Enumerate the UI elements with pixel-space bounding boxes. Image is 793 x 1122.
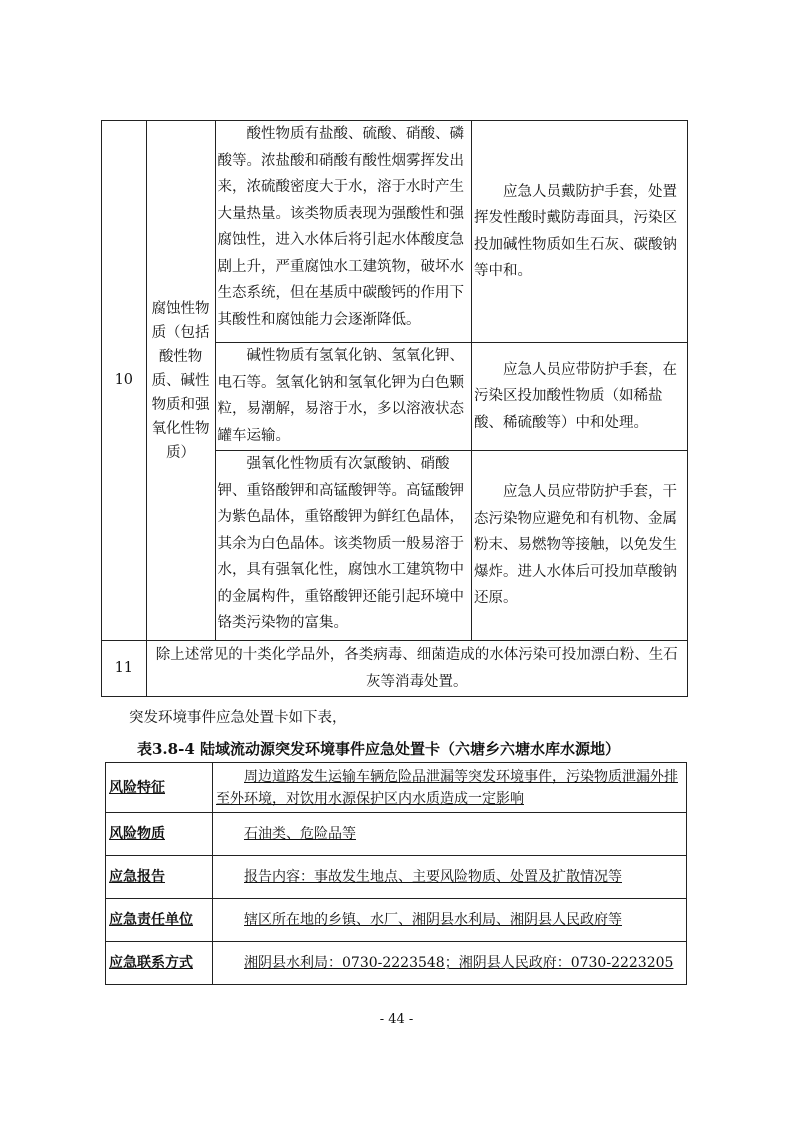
- table-row: [102, 121, 688, 343]
- row-number: 10: [102, 121, 147, 641]
- description-cell: 碱性物质有氢氧化钠、氢氧化钾、电石等。氢氧化钠和氢氧化钾为白色颗粒，易潮解，易溶于水，多以溶液状态罐车运输。: [215, 343, 472, 451]
- action-cell: 应急人员应带防护手套，干态污染物应避免和有机物、金属粉末、易燃物等接触，以免发生爆炸。进人水体后可投加草酸钠还原。: [472, 451, 688, 641]
- description-cell: 酸性物质有盐酸、硫酸、硝酸、磷酸等。浓盐酸和硝酸有酸性烟雾挥发出来，浓硫酸密度大于水，溶于水时产生大量热量。该类物质表现为强酸性和强腐蚀性，进入水体后将引起水体酸度急剧上升，严重腐蚀水工建筑物，破坏水生态系统，但在基质中碳酸钙的作用下其酸性和腐蚀能力会逐渐降低。: [215, 121, 472, 343]
- field-value: 报告内容：事故发生地点、主要风险物质、处置及扩散情况等: [213, 856, 687, 899]
- field-value: 周边道路发生运输车辆危险品泄漏等突发环境事件，污染物质泄漏外排至外环境，对饮用水源保护区内水质造成一定影响: [213, 763, 687, 813]
- action-cell: 应急人员应带防护手套，在污染区投加酸性物质（如稀盐酸、稀硫酸等）中和处理。: [472, 343, 688, 451]
- emergency-card-table: [105, 762, 687, 985]
- table-row: [106, 813, 687, 856]
- field-label: 应急责任单位: [106, 899, 213, 942]
- field-label: 风险物质: [106, 813, 213, 856]
- chemical-response-table: [101, 120, 688, 697]
- description-cell: 强氧化性物质有次氯酸钠、硝酸钾、重铬酸钾和高锰酸钾等。高锰酸钾为紫色晶体，重铬酸钾为鲜红色晶体，其余为白色晶体。该类物质一般易溶于水，具有强氧化性，腐蚀水工建筑物中的金属构件，重铬酸钾还能引起环境中铬类污染物的富集。: [215, 451, 472, 641]
- row-number: 11: [102, 641, 147, 697]
- field-label: 应急联系方式: [106, 942, 213, 985]
- table-row: [106, 763, 687, 813]
- table-row: [102, 641, 688, 697]
- table-row: [106, 856, 687, 899]
- table-row: [106, 942, 687, 985]
- row-text: 除上述常见的十类化学品外，各类病毒、细菌造成的水体污染可投加漂白粉、生石灰等消毒处置。: [146, 641, 687, 697]
- field-value: 石油类、危险品等: [213, 813, 687, 856]
- table-caption: 表3.8-4 陆域流动源突发环境事件应急处置卡（六塘乡六塘水库水源地）: [137, 740, 620, 758]
- field-label: 风险特征: [106, 763, 213, 813]
- page-number: - 44 -: [379, 1012, 414, 1027]
- intro-note: 突发环境事件应急处置卡如下表，: [129, 710, 347, 726]
- action-cell: 应急人员戴防护手套，处置挥发性酸时戴防毒面具，污染区投加碱性物质如生石灰、碳酸钠等中和。: [472, 121, 688, 343]
- field-value: 湘阴县水利局：0730-2223548；湘阴县人民政府：0730-2223205: [213, 942, 687, 985]
- category-cell: 腐蚀性物质（包括酸性物质、碱性物质和强氧化性物质）: [146, 121, 215, 641]
- field-value: 辖区所在地的乡镇、水厂、湘阴县水利局、湘阴县人民政府等: [213, 899, 687, 942]
- field-label: 应急报告: [106, 856, 213, 899]
- table-row: [106, 899, 687, 942]
